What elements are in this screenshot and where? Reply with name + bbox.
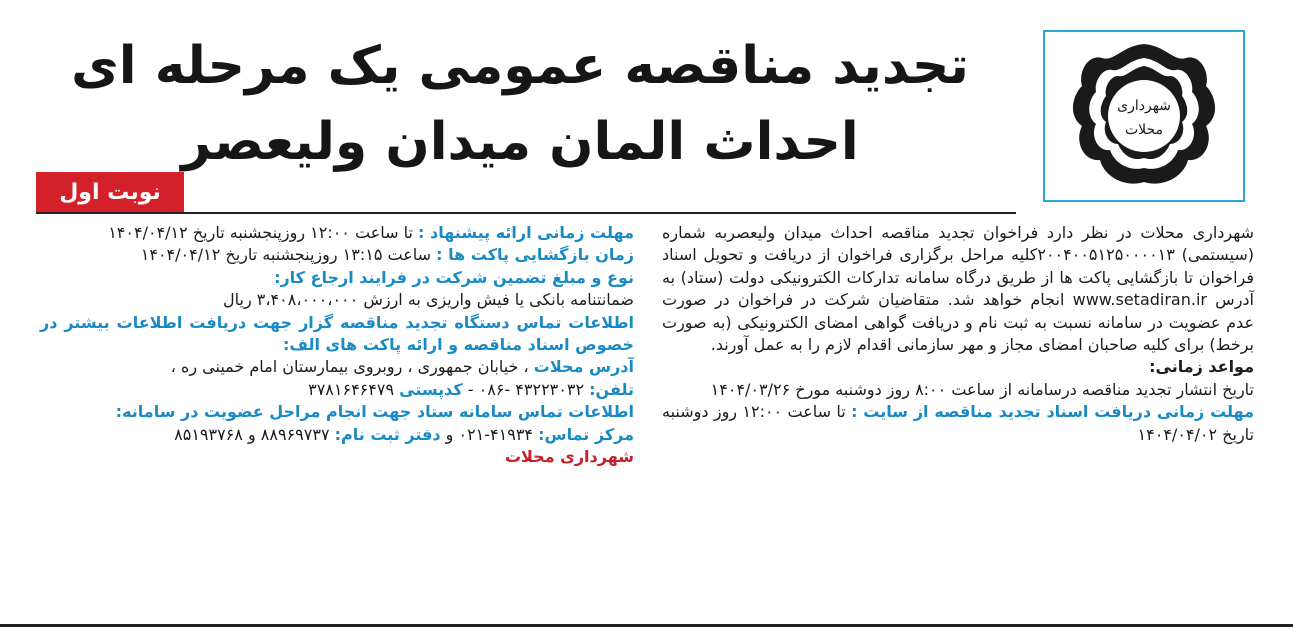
opening-label: زمان بازگشایی پاکت ها :: [436, 245, 634, 265]
setad-contacts: [40, 424, 634, 446]
phone-value: ۴۳۲۲۳۰۳۲ -۰۸۶ -: [467, 379, 585, 399]
call-center-value: ۴۱۹۳۴-۰۲۱ و: [445, 424, 533, 444]
offer-deadline-text: تا ساعت ۱۲:۰۰ روزپنجشنبه تاریخ ۱۴۰۴/۰۴/۱۲: [108, 223, 413, 242]
logo-text-bottom: محلات: [1124, 122, 1164, 138]
municipality-logo: [1043, 30, 1245, 202]
address: [40, 356, 634, 378]
intro-text-2: انجام خواهد شد. متقاضیان شرکت در فراخوان در صورت عدم عضویت در سامانه نسبت به ثبت نام و دریافت گواهی امضای الکترونیکی (به صورت برخط) برای کلیه صاحبان امضای مجاز و مهر سازمانی اقدام لازم را به عمل آورند.: [662, 290, 1254, 355]
offer-deadline-label: مهلت زمانی ارائه پیشنهاد :: [418, 223, 634, 242]
document-deadline-label: مهلت زمانی دریافت اسناد تجدید مناقصه از سایت :: [851, 402, 1255, 422]
postal-label: کدپستی: [399, 379, 463, 399]
opening-text: ساعت ۱۳:۱۵ روزپنجشنبه تاریخ ۱۴۰۴/۰۴/۱۲: [140, 245, 432, 265]
registry-label: دفتر ثبت نام:: [334, 424, 441, 444]
phone-line: [40, 379, 634, 401]
postal-value: ۳۷۸۱۶۴۶۴۷۹: [308, 379, 395, 399]
address-label: آدرس محلات: [533, 357, 634, 377]
header-divider: [36, 212, 1016, 214]
contact-heading: اطلاعات تماس دستگاه تجدید مناقصه گزار جهت دریافت اطلاعات بیشتر در خصوص اسناد مناقصه و ارائه پاکت های الف:: [40, 312, 634, 355]
opening-time: [40, 244, 634, 266]
address-text: ، خیابان جمهوری ، روبروی بیمارستان امام خمینی ره ،: [170, 357, 529, 377]
document-deadline: [662, 401, 1254, 446]
phone-label: تلفن:: [589, 379, 634, 399]
round-badge: نوبت اول: [36, 172, 184, 212]
website-link[interactable]: www.setadiran.ir: [1072, 290, 1207, 310]
logo-text-top: شهرداری: [1117, 98, 1171, 114]
emblem-icon: [1049, 36, 1239, 196]
intro-paragraph: [662, 222, 1254, 356]
call-center-label: مرکز تماس:: [538, 424, 634, 444]
footer-divider: [0, 624, 1293, 627]
publish-date: تاریخ انتشار تجدید مناقصه درسامانه از ساعت ۸:۰۰ روز دوشنبه مورخ ۱۴۰۴/۰۳/۲۶: [710, 379, 1254, 399]
offer-deadline: [40, 222, 634, 244]
left-column: [40, 222, 634, 468]
registry-value: ۸۸۹۶۹۷۳۷ و ۸۵۱۹۳۷۶۸: [174, 424, 330, 444]
schedule-heading: مواعد زمانی:: [1149, 357, 1254, 377]
guarantee-text: ضمانتنامه بانکی یا فیش واریزی به ارزش ۳،۴۰۸،۰۰۰،۰۰۰ ریال: [223, 290, 634, 310]
setad-heading: اطلاعات تماس سامانه ستاد جهت انجام مراحل عضویت در سامانه:: [115, 402, 634, 422]
page-subtitle: احداث المان میدان ولیعصر: [181, 112, 859, 172]
right-column: [662, 222, 1254, 446]
signature: شهرداری محلات: [504, 447, 634, 467]
intro-text-1: شهرداری محلات در نظر دارد فراخوان تجدید مناقصه احداث میدان ولیعصربه شماره (سیستمی) ۲۰۰۴۰۰۵۱۲۵۰۰۰۰۱۳کلیه مراحل برگزاری فراخوان از دریافت و تحویل اسناد فراخوان تا بازگشایی پاکت ها از طریق درگاه سامانه تدارکات الکترونیکی دولت (ستاد) به آدرس: [662, 223, 1254, 310]
document-deadline-text: تا ساعت ۱۲:۰۰ روز دوشنبه تاریخ ۱۴۰۴/۰۴/۰۲: [662, 402, 1254, 444]
page-title: تجدید مناقصه عمومی یک مرحله ای: [71, 36, 969, 96]
guarantee-heading: نوع و مبلغ تضمین شرکت در فرایند ارجاع کار:: [274, 267, 634, 287]
